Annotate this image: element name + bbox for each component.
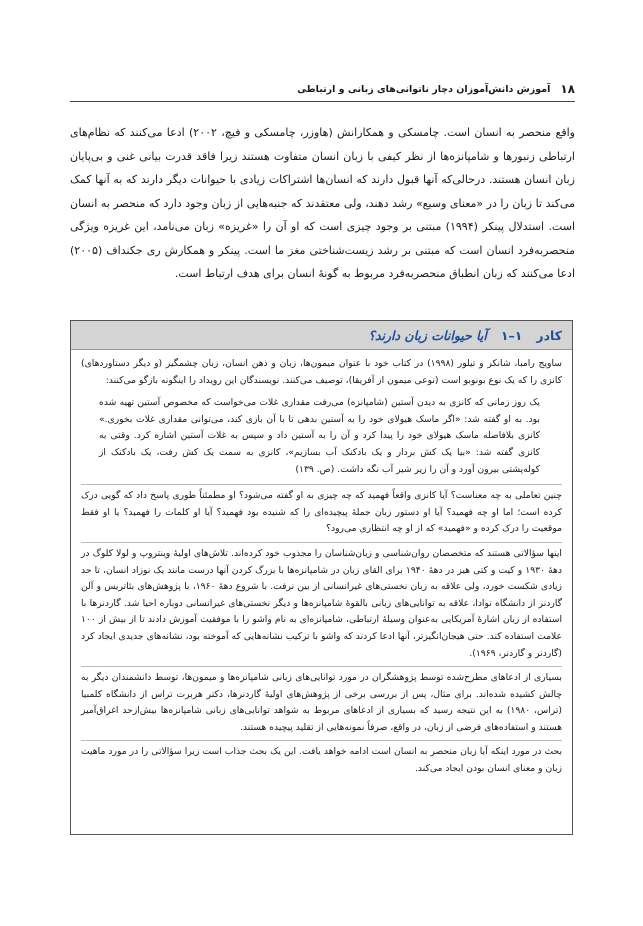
running-title: آموزش دانش‌آموزان دچار ناتوانی‌های زبانی و ارتباطی [297,83,551,95]
box-quote: یک روز زمانی که کانزی به دیدن آستین (شامپانزه) می‌رفت مقداری غلات می‌خواست که مخصوص آستین تهیه شده بود. به او گفته شد: «اگر ماسک هیولای خود را به آستین بدهی تا با آن بازی کند، می‌توانی مقداری غلات بخوری.» کانزی بلافاصله ماسک هیولای خود را پیدا کرد و آن را به آستین داد و سپس به غلات آستین اشاره کرد. وقتی به کانزی گفته شد: «بیا یک کش بردار و یک بادکنک آب بسازیم»، کانزی به سمت یک کش رفت، یک بادکنک از کوله‌پشتی بیرون آورد و آن را زیر شیر آب نگه داشت. (ص. ۱۳۹) [99,397,540,475]
box-paragraph: بسیاری از ادعاهای مطرح‌شده توسط پژوهشگران در مورد توانایی‌های زبانی شامپانزه‌ها و میمون‌ها، توسط دانشمندان دیگر به چالش کشیده شده‌اند. برای مثال، پس از بررسی برخی از پژوهش‌های اولیهٔ گاردنرها، دکتر هربرت تراس از دانشگاه کلمبیا (تراس، ۱۹۸۰) به این نتیجه رسید که بسیاری از ادعاهای مربوط به شواهد توانایی‌های زبانی شامپانزه‌ها بیش‌ازحد اغراق‌آمیز هستند و استفاده‌های فرضی از زبان، در واقع، صرفاً نمونه‌هایی از تقلید پیچیده هستند. [81,666,562,736]
box-header [71,321,572,350]
box-paragraph: بحث در مورد اینکه آیا زبان منحصر به انسان است ادامه خواهد یافت. این یک بحث جذاب است زیرا سؤالاتی را در مورد ماهیت زبان و معنای انسان بودن ایجاد می‌کند. [81,740,562,777]
box-title: آیا حیوانات زبان دارند؟ [368,327,487,343]
body-text [70,121,575,286]
page-number: ۱۸ [560,82,575,96]
body-paragraph: واقع منحصر به انسان است. چامسکی و همکارانش (هاوزر، چامسکی و فیچ، ۲۰۰۲) ادعا می‌کنند که نظام‌های ارتباطی زنبورها و شامپانزه‌ها از نظر کیفی با زبان انسان متفاوت هستند زیرا فاقد قدرت بیانی غنی و بی‌پایان زبان انسان هستند. درحالی‌که آنها قبول دارند که انسان‌ها اشتراکات زیادی با حیوانات دیگر دارند که به آنها کمک می‌کند تا زبان را در «معنای وسیع» رشد دهند، ولی معتقدند که جنبه‌هایی از زبان وجود دارد که منحصر به انسان است. استدلال پینکر (۱۹۹۴) مبتنی بر وجود چیزی است که او آن را «غریزه» زبان می‌نامد، این غریزه ویژگی منحصربه‌فرد انسان است که مبتنی بر رشد زیست‌شناختی مغز ما است. پینکر و همکارش ری جکنداف (۲۰۰۵) ادعا می‌کنند که زبان انطباق منحصربه‌فرد مربوط به گونهٔ انسان برای هدف ارتباط است. [70,126,576,280]
box-paragraph: چنین تعاملی به چه معناست؟ آیا کانزی واقعاً فهمید که چه چیزی به او گفته می‌شود؟ او مطمئناً طوری پاسخ داد که گویی درک کرده است؛ اما او چه فهمید؟ آیا او دستور زبان جملهٔ پیچیده‌ای را که شنیده بود فهمید؟ آیا او کلمات را فهمید؟ یا او فقط موقعیت را درک کرده و «فهمید» که از او چه انتظاری می‌رود؟ [81,484,562,538]
header-rule [70,101,575,102]
sidebar-box [70,320,573,835]
box-label: کادر [536,327,562,343]
box-intro: ساویج رامبا، شانکر و تیلور (۱۹۹۸) در کتاب خود با عنوان میمون‌ها، زبان و ذهن انسان، زبان چشمگیر (و دیگر دستاوردهای) کانزی را که یک نوع بونوبو است (نوعی میمون از آفریقا)، توصیف می‌کنند. نویسندگان این رویداد را اینگونه بازگو می‌کنند: [81,358,562,386]
box-number: ۱–۱ [500,327,523,343]
box-body [71,350,572,778]
running-header [70,80,575,98]
box-paragraph: اینها سؤالاتی هستند که متخصصان روان‌شناسی و زبان‌شناسان را مجذوب خود کرده‌اند. تلاش‌های اولیهٔ وینتروپ و لولا کلوگ در دههٔ ۱۹۳۰ و کیت و کتی هیز در دههٔ ۱۹۴۰ برای القای زبان در شامپانزه‌ها با بزرگ کردن آنها درست مانند یک نوزاد انسان، تا حد زیادی شکست خورد، ولی علاقه به زبان نخستی‌های غیرانسانی از بین نرفت. با شروع دههٔ ۱۹۶۰، با پژوهش‌های بئاتریس و آلن گاردنر از دانشگاه نوادا، علاقه به توانایی‌های زبانی بالقوهٔ شامپانزه‌ها و دیگر نخستی‌های غیرانسانی دوباره احیا شد. گاردنرها با استفاده از زبان اشارهٔ آمریکایی به‌عنوان وسیلهٔ ارتباطی، شامپانزه‌ای به نام واشو را با موفقیت آموزش دادند تا از بیش از ۱۰۰ علامت استفاده کند. حتی هیجان‌انگیزتر، آنها ادعا کردند که واشو با ترکیب نشانه‌هایی که آموخته بود، نشانه‌های جدیدی ایجاد کرد (گاردنر و گاردنر، ۱۹۶۹). [81,542,562,662]
